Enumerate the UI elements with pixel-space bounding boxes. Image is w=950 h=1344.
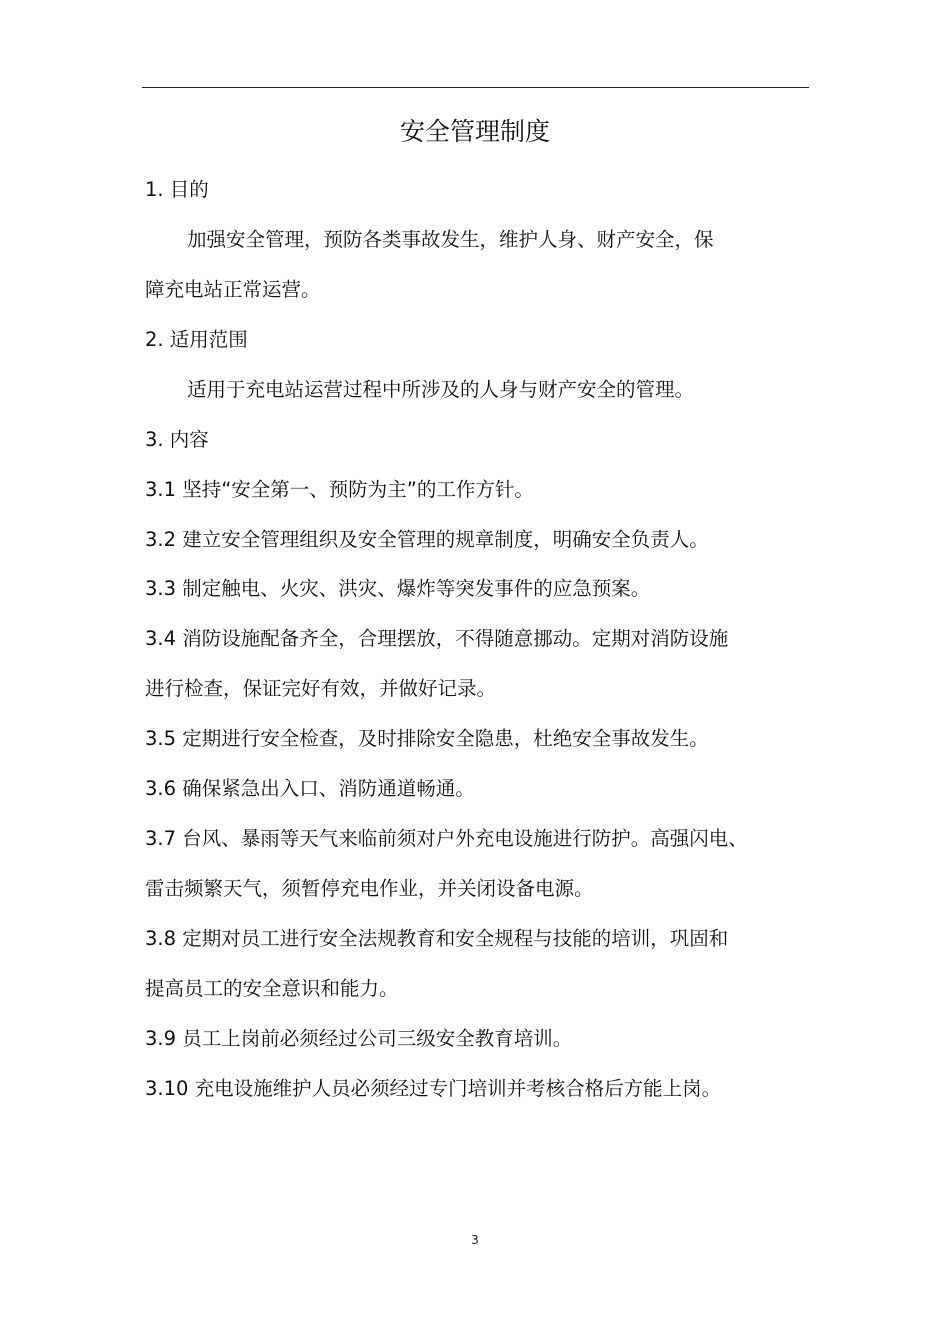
paragraph-line: 加强安全管理，预防各类事故发生，维护人身、财产安全，保: [187, 228, 714, 251]
page-number: 3: [471, 1233, 479, 1247]
section-heading-content: 3. 内容: [145, 428, 209, 451]
list-item: 3.2 建立安全管理组织及安全管理的规章制度，明确安全负责人。: [145, 528, 709, 551]
list-item: 3.8 定期对员工进行安全法规教育和安全规程与技能的培训，巩固和: [145, 927, 729, 950]
list-item-continuation: 雷击频繁天气，须暂停充电作业，并关闭设备电源。: [145, 877, 594, 900]
list-item-continuation: 进行检查，保证完好有效，并做好记录。: [145, 677, 497, 700]
paragraph-line: 障充电站正常运营。: [145, 278, 321, 301]
page-title: 安全管理制度: [399, 117, 550, 146]
list-item-continuation: 提高员工的安全意识和能力。: [145, 977, 399, 1000]
list-item: 3.10 充电设施维护人员必须经过专门培训并考核合格后方能上岗。: [145, 1077, 722, 1100]
list-item: 3.4 消防设施配备齐全，合理摆放，不得随意挪动。定期对消防设施: [145, 627, 729, 650]
paragraph-line: 适用于充电站运营过程中所涉及的人身与财产安全的管理。: [187, 378, 695, 401]
section-heading-purpose: 1. 目的: [145, 178, 209, 201]
list-item: 3.5 定期进行安全检查，及时排除安全隐患，杜绝安全事故发生。: [145, 727, 709, 750]
list-item: 3.1 坚持“安全第一、预防为主”的工作方针。: [145, 478, 534, 501]
header-rule: [142, 87, 809, 88]
section-heading-scope: 2. 适用范围: [145, 328, 248, 351]
list-item: 3.9 员工上岗前必须经过公司三级安全教育培训。: [145, 1027, 573, 1050]
list-item: 3.6 确保紧急出入口、消防通道畅通。: [145, 777, 475, 800]
list-item: 3.7 台风、暴雨等天气来临前须对户外充电设施进行防护。高强闪电、: [145, 827, 748, 850]
list-item: 3.3 制定触电、火灾、洪灾、爆炸等突发事件的应急预案。: [145, 577, 651, 600]
